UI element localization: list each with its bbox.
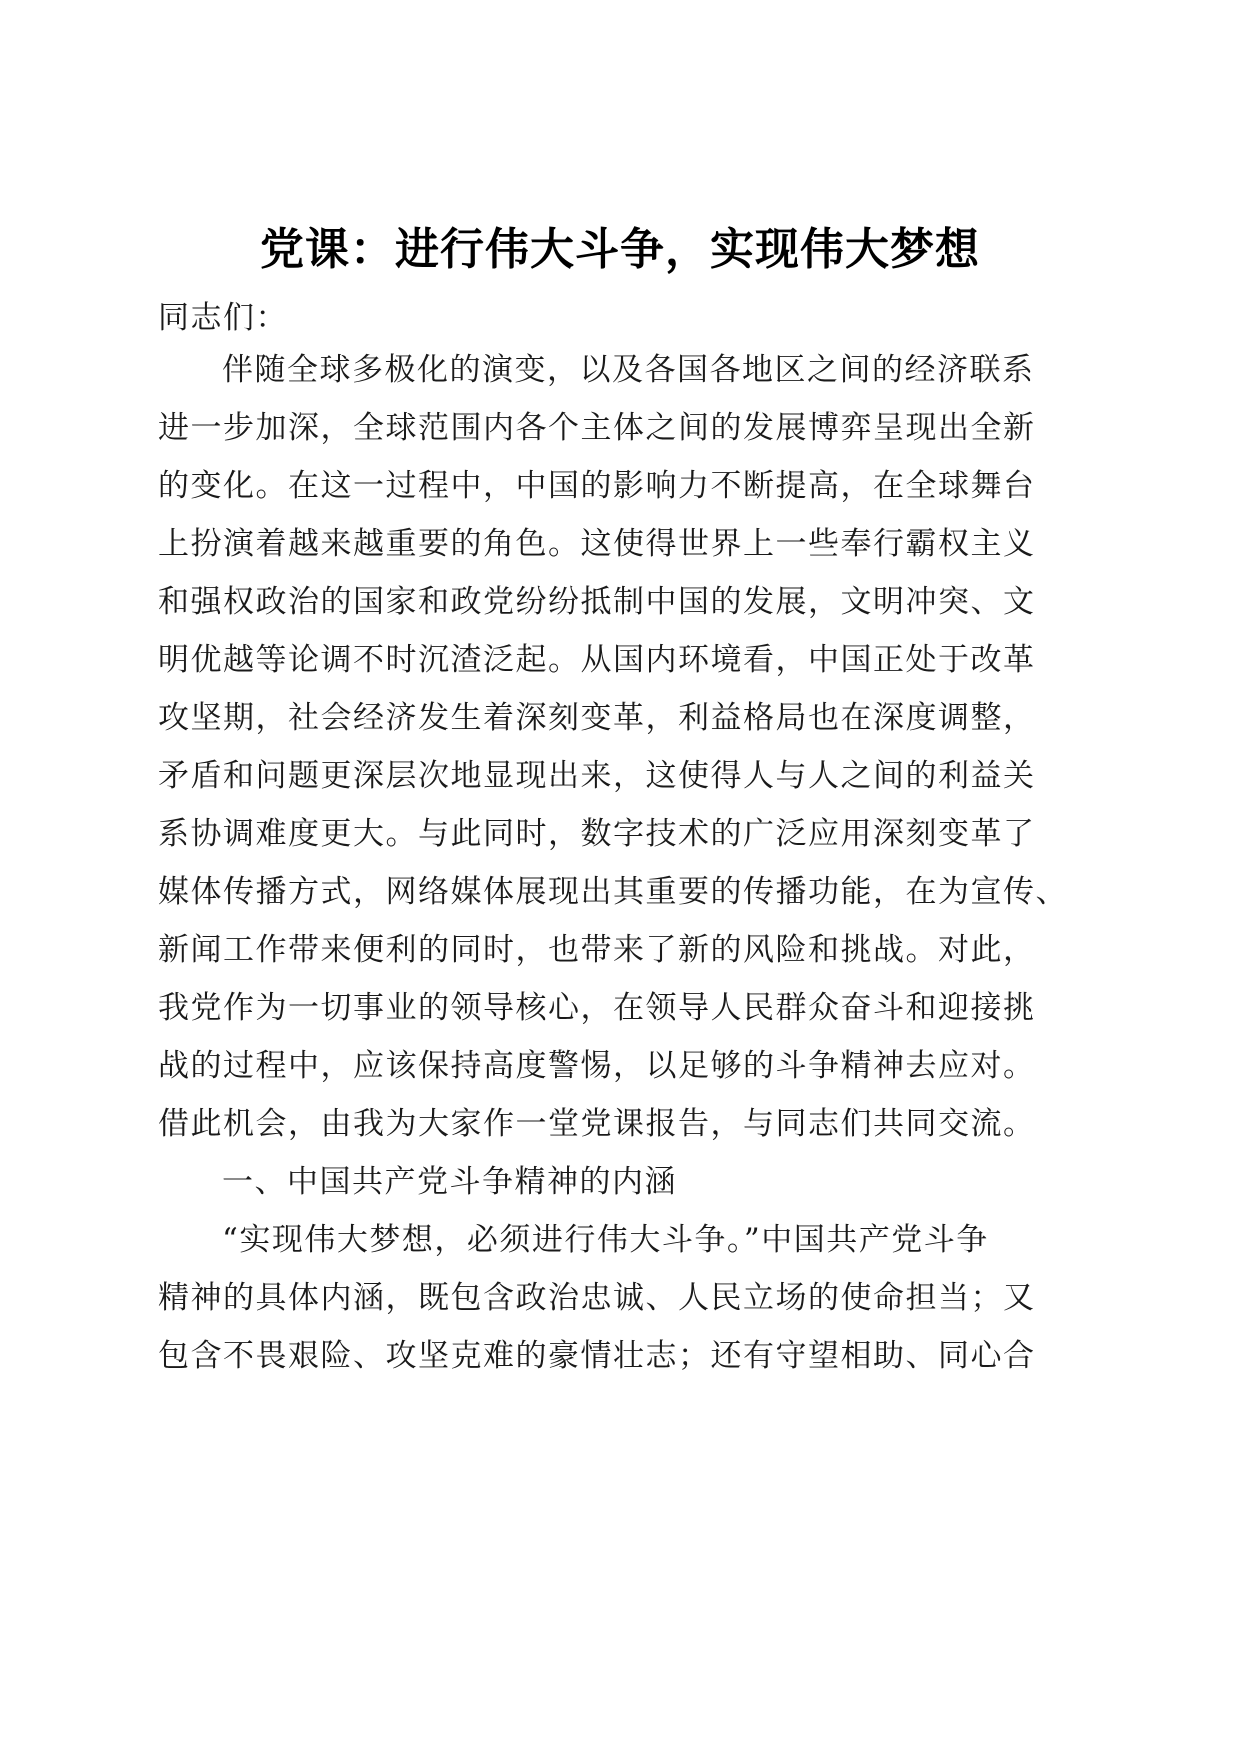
page-title: 党课：进行伟大斗争，实现伟大梦想 bbox=[260, 224, 980, 275]
paragraph-line: 矛盾和问题更深层次地显现出来，这使得人与人之间的利益关 bbox=[158, 758, 1036, 794]
paragraph-line: 攻坚期，社会经济发生着深刻变革，利益格局也在深度调整， bbox=[158, 700, 1036, 736]
paragraph-line: 精神的具体内涵，既包含政治忠诚、人民立场的使命担当；又 bbox=[158, 1280, 1036, 1316]
paragraph-line: 进一步加深，全球范围内各个主体之间的发展博弈呈现出全新 bbox=[158, 410, 1036, 446]
section-heading: 一、中国共产党斗争精神的内涵 bbox=[222, 1164, 677, 1200]
paragraph-line: 上扮演着越来越重要的角色。这使得世界上一些奉行霸权主义 bbox=[158, 526, 1036, 562]
paragraph-line: 明优越等论调不时沉渣泛起。从国内环境看，中国正处于改革 bbox=[158, 642, 1036, 678]
paragraph-line: “实现伟大梦想，必须进行伟大斗争。”中国共产党斗争 bbox=[222, 1222, 989, 1258]
paragraph-line: 借此机会，由我为大家作一堂党课报告，与同志们共同交流。 bbox=[158, 1106, 1036, 1142]
paragraph-line: 媒体传播方式，网络媒体展现出其重要的传播功能，在为宣传、 bbox=[158, 874, 1068, 910]
paragraph-line: 和强权政治的国家和政党纷纷抵制中国的发展，文明冲突、文 bbox=[158, 584, 1036, 620]
paragraph-line: 包含不畏艰险、攻坚克难的豪情壮志；还有守望相助、同心合 bbox=[158, 1338, 1036, 1374]
paragraph-line: 新闻工作带来便利的同时，也带来了新的风险和挑战。对此， bbox=[158, 932, 1036, 968]
paragraph-line: 我党作为一切事业的领导核心，在领导人民群众奋斗和迎接挑 bbox=[158, 990, 1036, 1026]
paragraph-line: 的变化。在这一过程中，中国的影响力不断提高，在全球舞台 bbox=[158, 468, 1036, 504]
paragraph-line: 战的过程中，应该保持高度警惕，以足够的斗争精神去应对。 bbox=[158, 1048, 1036, 1084]
paragraph-line: 伴随全球多极化的演变，以及各国各地区之间的经济联系 bbox=[222, 352, 1035, 388]
salutation: 同志们： bbox=[158, 300, 288, 336]
paragraph-line: 系协调难度更大。与此同时，数字技术的广泛应用深刻变革了 bbox=[158, 816, 1036, 852]
